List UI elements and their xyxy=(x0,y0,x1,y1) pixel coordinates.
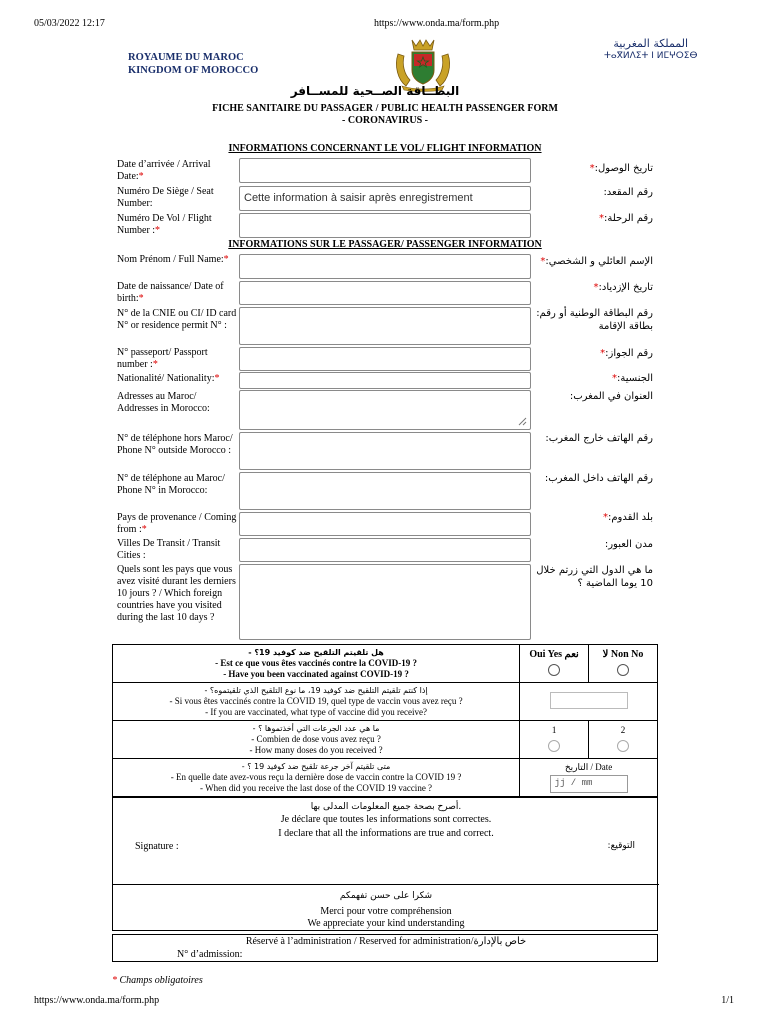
admin-reserved-label: Réservé à l’administration / Reserved for administration/خاص بالإدارة xyxy=(245,936,527,947)
required-mark: * xyxy=(112,975,117,986)
full-name-label-text: Nom Prénom / Full Name: xyxy=(117,254,224,265)
dose1-cell xyxy=(520,721,589,759)
section-passenger-heading: INFORMATIONS SUR LE PASSAGER/ PASSENGER INFORMATION xyxy=(228,239,542,250)
print-header xyxy=(34,18,734,32)
dose1-label: 1 xyxy=(551,724,557,735)
arrival-date-label-text: Date d’arrivée / Arrival Date: xyxy=(117,159,211,182)
print-page-number: 1/1 xyxy=(721,995,734,1006)
vaccinated-question-fr: - Est ce que vous êtes vaccinés contre la COVID-19 ? xyxy=(215,658,417,668)
flight-number-input[interactable] xyxy=(239,213,531,238)
form-title-line2: - CORONAVIRUS - xyxy=(342,115,428,126)
address-label-ar: العنوان في المغرب: xyxy=(569,391,653,402)
transit-input[interactable] xyxy=(239,538,531,562)
form-title xyxy=(150,103,620,127)
arrival-date-label-ar-text: تاريخ الوصول: xyxy=(594,163,653,174)
required-mark: * xyxy=(600,348,606,359)
flight-number-label-text: Numéro De Vol / Flight Number : xyxy=(117,213,212,236)
origin-label-ar-text: بلد القدوم: xyxy=(607,512,653,523)
id-card-input[interactable] xyxy=(239,307,531,345)
last-dose-question-ar: - متى تلقيتم آخر جرعة تلقيح ضد كوفيد 19 ؟ xyxy=(241,762,391,771)
vaccinated-question-ar: - هل تلقيتم التلقيح ضد كوفيد 19؟ xyxy=(248,648,384,657)
form-title-ar: البطــاقة الصــحية للمســافر xyxy=(290,84,460,98)
thanks-fr: Merci pour votre compréhension xyxy=(320,906,452,917)
declaration-fr: Je déclare que toutes les informations sont correctes. xyxy=(280,814,492,825)
dose1-radio[interactable] xyxy=(548,740,560,752)
vaccine-type-cell xyxy=(520,683,658,721)
origin-label xyxy=(117,512,239,536)
dose2-label: 2 xyxy=(620,724,626,735)
required-mark: * xyxy=(598,213,604,224)
flight-number-label-ar xyxy=(528,212,653,225)
passport-label xyxy=(117,347,239,371)
dose2-radio[interactable] xyxy=(617,740,629,752)
address-textarea[interactable] xyxy=(239,390,531,430)
doses-question-ar: - ما هي عدد الجرعات التي أخذتموها ؟ xyxy=(252,724,380,733)
phone-outside-label: N° de téléphone hors Maroc/ Phone N° outside Morocco : xyxy=(117,433,233,456)
doses-question-fr: - Combien de dose vous avez reçu ? xyxy=(251,734,381,744)
print-footer xyxy=(34,995,734,1009)
no-label: لا Non No xyxy=(602,648,644,660)
dob-label-ar-text: تاريخ الإزدياد: xyxy=(598,282,653,293)
vaccine-type-question-ar: - إذا كنتم تلقيتم التلقيح ضد كوفيد 19، ما نوع التلقيح الذي تلقيتموه؟ xyxy=(204,686,428,695)
required-mark: * xyxy=(540,256,546,267)
required-mark: * xyxy=(612,373,618,384)
kingdom-name-ar-line1: المملكة المغربية xyxy=(613,37,689,50)
phone-outside-input[interactable] xyxy=(239,432,531,470)
nationality-label-ar-text: الجنسية: xyxy=(617,373,653,384)
countries-label: Quels sont les pays que vous avez visité durant les derniers 10 jours ? / Which foreign countries have you visited during the last 10 days ? xyxy=(117,564,236,623)
yes-radio[interactable] xyxy=(548,664,560,676)
arrival-date-label-ar xyxy=(528,162,653,175)
table-row xyxy=(113,721,658,759)
phone-outside-label-ar: رقم الهاتف خارج المغرب: xyxy=(545,433,653,444)
address-label: Adresses au Maroc/ Addresses in Morocco: xyxy=(117,391,210,414)
seat-label-ar: رقم المقعد: xyxy=(603,187,653,198)
dob-label xyxy=(117,281,239,305)
required-footnote xyxy=(112,975,203,986)
nationality-input[interactable] xyxy=(239,372,531,389)
no-radio[interactable] xyxy=(617,664,629,676)
last-dose-cell xyxy=(520,759,658,797)
required-mark: * xyxy=(155,225,161,236)
kingdom-name-ar xyxy=(604,38,697,62)
full-name-label xyxy=(117,254,239,266)
full-name-input[interactable] xyxy=(239,254,531,279)
last-dose-date-label: التاريخ / Date xyxy=(564,762,613,772)
signature-label: Signature : xyxy=(135,841,179,852)
required-mark: * xyxy=(141,524,147,535)
vaccination-table xyxy=(112,644,658,797)
arrival-date-label xyxy=(117,159,239,183)
passport-input[interactable] xyxy=(239,347,531,371)
declaration-ar: أصرح بصحة جميع المعلومات المدلى بها. xyxy=(310,802,462,812)
id-card-label: N° de la CNIE ou CI/ ID card N° or residence permit N° : xyxy=(117,308,237,331)
dob-input[interactable] xyxy=(239,281,531,305)
admin-box xyxy=(112,934,658,962)
required-footnote-text: Champs obligatoires xyxy=(119,975,203,986)
signature-label-ar: التوقيع: xyxy=(607,841,635,851)
resize-handle-icon[interactable] xyxy=(517,416,527,426)
print-url: https://www.onda.ma/form.php xyxy=(374,18,500,29)
transit-label: Villes De Transit / Transit Cities : xyxy=(117,538,221,561)
required-mark: * xyxy=(223,254,229,265)
required-mark: * xyxy=(152,359,158,370)
passport-label-ar xyxy=(528,347,653,360)
required-mark: * xyxy=(214,373,220,384)
thanks-ar: شكرا على حسن تفهمكم xyxy=(339,891,433,901)
vaccine-type-input[interactable] xyxy=(550,692,628,709)
last-dose-question-fr: - En quelle date avez-vous reçu la dernière dose de vaccin contre la COVID 19 ? xyxy=(170,772,462,782)
table-row xyxy=(113,759,658,797)
section-flight-heading: INFORMATIONS CONCERNANT LE VOL/ FLIGHT INFORMATION xyxy=(228,143,542,154)
kingdom-name-fr-line2: KINGDOM OF MOROCCO xyxy=(128,65,259,76)
nationality-label-ar xyxy=(528,372,653,385)
last-dose-question-en: - When did you receive the last dose of the COVID 19 vaccine ? xyxy=(200,783,433,793)
phone-morocco-label-ar: رقم الهاتف داخل المغرب: xyxy=(544,473,653,484)
doses-question xyxy=(113,721,520,759)
phone-morocco-label: N° de téléphone au Maroc/ Phone N° in Morocco: xyxy=(117,473,225,496)
phone-morocco-input[interactable] xyxy=(239,472,531,510)
origin-input[interactable] xyxy=(239,512,531,536)
vaccine-type-question-en: - If you are vaccinated, what type of vaccine did you receive? xyxy=(205,707,427,717)
kingdom-name-fr-line1: ROYAUME DU MAROC xyxy=(128,52,244,63)
form-title-line1: FICHE SANITAIRE DU PASSAGER / PUBLIC HEALTH PASSENGER FORM xyxy=(212,103,558,114)
table-row xyxy=(113,645,658,683)
kingdom-name-ar-line2: ⵜⴰⴳⵍⴷⵉⵜ ⵏ ⵍⵎⵖⵔⵉⴱ xyxy=(604,51,698,61)
thanks-en: We appreciate your kind understanding xyxy=(307,918,465,929)
transit-label-ar: مدن العبور: xyxy=(604,539,653,550)
dob-label-text: Date de naissance/ Date of birth: xyxy=(117,281,224,304)
no-cell xyxy=(589,645,658,683)
nationality-label xyxy=(117,373,239,385)
required-mark: * xyxy=(589,163,595,174)
yes-label: Oui Yes نعم xyxy=(529,648,579,660)
print-footer-url: https://www.onda.ma/form.php xyxy=(34,995,160,1006)
passport-label-ar-text: رقم الجواز: xyxy=(605,348,653,359)
origin-label-ar xyxy=(528,511,653,524)
nationality-label-text: Nationalité/ Nationality: xyxy=(117,373,215,384)
seat-input[interactable]: Cette information à saisir après enregistrement xyxy=(239,186,531,211)
flight-number-label-ar-text: رقم الرحلة: xyxy=(603,213,653,224)
declaration-divider xyxy=(113,884,659,885)
admission-number-label: N° d’admission: xyxy=(177,949,243,960)
vaccine-type-question xyxy=(113,683,520,721)
countries-input[interactable] xyxy=(239,564,531,640)
declaration-box xyxy=(112,797,658,931)
dob-label-ar xyxy=(528,281,653,294)
vaccinated-question-en: - Have you been vaccinated against COVID-19 ? xyxy=(223,669,409,679)
last-dose-question xyxy=(113,759,520,797)
required-mark: * xyxy=(593,282,599,293)
seat-label: Numéro De Siège / Seat Number: xyxy=(117,186,214,209)
kingdom-name-fr xyxy=(128,51,258,77)
origin-label-text: Pays de provenance / Coming from : xyxy=(117,512,237,535)
full-name-label-ar xyxy=(528,255,653,268)
countries-label-ar: ما هي الدول التي زرتم خلال 10 يوما الماضية ؟ xyxy=(536,565,653,589)
required-mark: * xyxy=(138,171,144,182)
doses-question-en: - How many doses do you received ? xyxy=(249,745,383,755)
yes-cell xyxy=(520,645,589,683)
required-mark: * xyxy=(602,512,608,523)
id-card-label-ar: رقم البطاقة الوطنية أو رقم: بطاقة الإقامة xyxy=(536,308,653,332)
print-datetime: 05/03/2022 12:17 xyxy=(34,18,105,29)
passport-label-text: N° passeport/ Passport number : xyxy=(117,347,208,370)
required-mark: * xyxy=(138,293,144,304)
arrival-date-input[interactable] xyxy=(239,158,531,183)
vaccine-type-question-fr: - Si vous êtes vaccinés contre la COVID 19, quel type de vaccin vous avez reçu ? xyxy=(169,696,463,706)
dose2-cell xyxy=(589,721,658,759)
vaccinated-question xyxy=(113,645,520,683)
flight-number-label xyxy=(117,213,239,237)
last-dose-date-input[interactable]: jj / mm xyxy=(550,775,628,793)
full-name-label-ar-text: الإسم العائلي و الشخصي: xyxy=(545,256,653,267)
declaration-en: I declare that all the informations are true and correct. xyxy=(278,828,494,839)
table-row xyxy=(113,683,658,721)
